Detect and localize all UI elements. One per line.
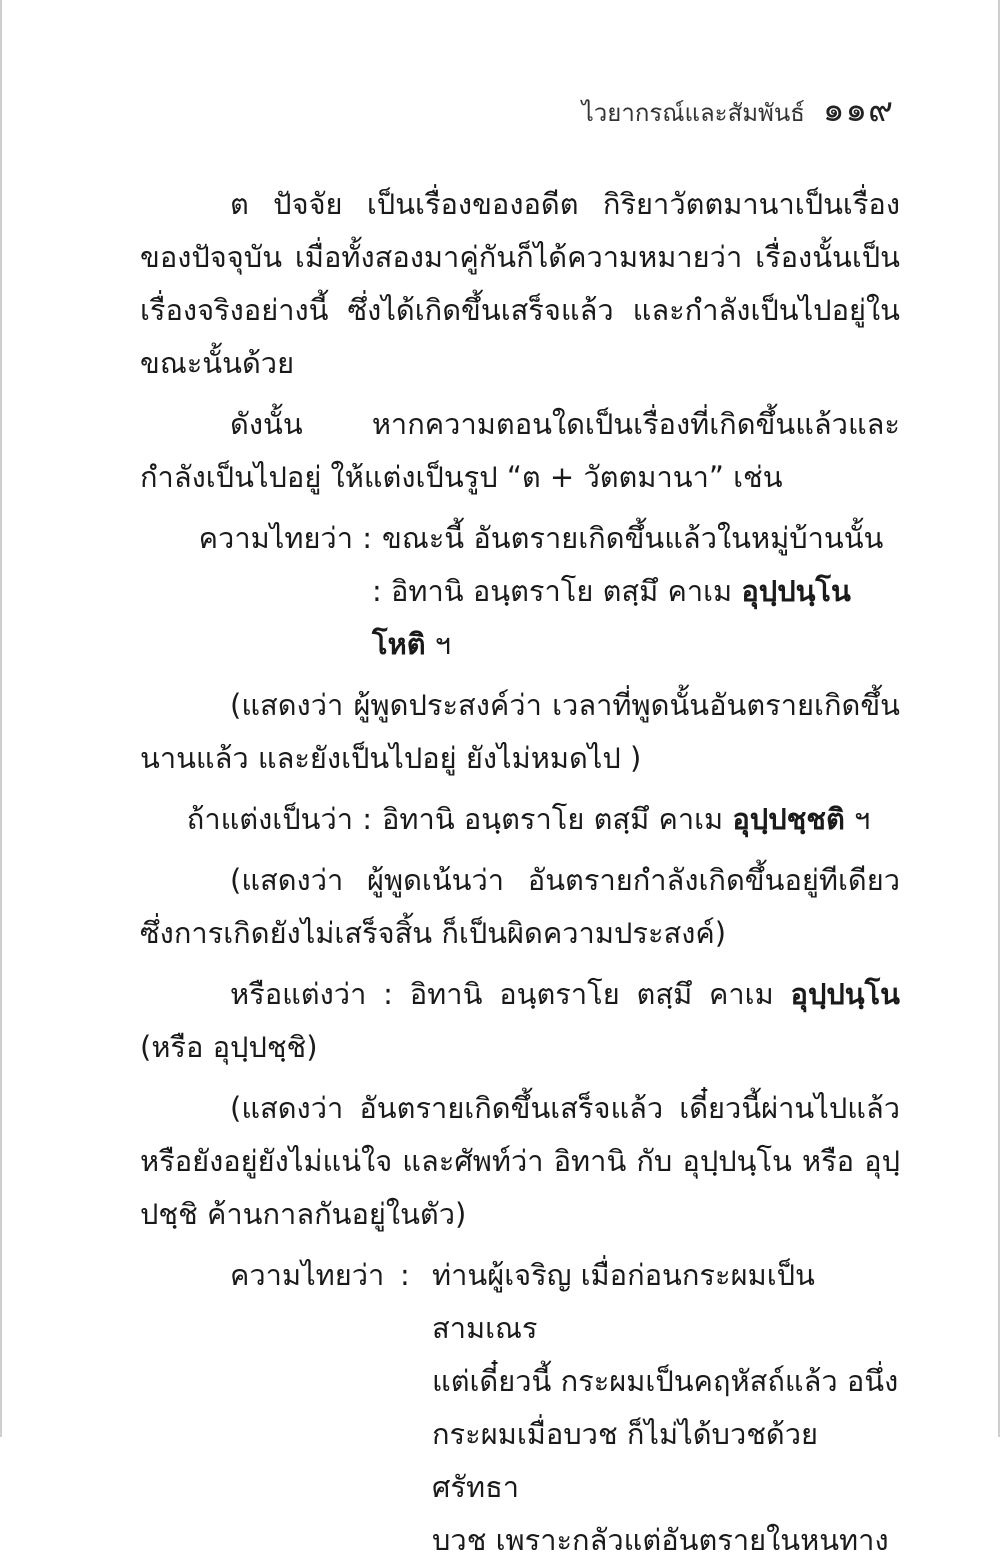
- running-header: [582, 82, 894, 136]
- example-2-label: ถ้าแต่งเป็นว่า :: [186, 802, 372, 836]
- example-4-line: กระผมเมื่อบวช ก็ไม่ได้บวชด้วยศรัทธา: [432, 1417, 819, 1504]
- example-3: [140, 968, 900, 1074]
- example-1-thai-text: ขณะนี้ อันตรายเกิดขึ้นแล้วในหมู่บ้านนั้น: [382, 521, 884, 555]
- note-2: (แสดงว่า ผู้พูดเน้นว่า อันตรายกำลังเกิดขึ้นอยู่ทีเดียว ซึ่งการเกิดยังไม่เสร็จสิ้น ก็เป็นผิดความประสงค์): [140, 863, 900, 950]
- example-4-label: ความไทยว่า: [230, 1258, 385, 1292]
- example-2-pali-suffix: ฯ: [854, 802, 871, 836]
- example-1-pali-bold: อุปฺปนฺโน โหติ: [372, 574, 851, 661]
- example-1-label: ความไทยว่า :: [198, 521, 372, 555]
- example-4-line: ท่านผู้เจริญ เมื่อก่อนกระผมเป็นสามเณร: [432, 1258, 815, 1345]
- example-1-pali-suffix: ฯ: [434, 627, 452, 661]
- example-4: [140, 1249, 900, 1567]
- example-2-pali-prefix: อิทานิ อนฺตราโย ตสฺมึ คาเม: [382, 802, 724, 836]
- example-3-label: หรือแต่งว่า :: [230, 977, 393, 1011]
- example-1-thai: [140, 512, 900, 565]
- example-3-pali-prefix: อิทานิ อนฺตราโย ตสฺมึ คาเม: [409, 977, 774, 1011]
- example-1-pali-prefix: : อิทานิ อนฺตราโย ตสฺมึ คาเม: [372, 574, 733, 608]
- example-1-pali: [140, 565, 900, 671]
- page-body: [140, 178, 900, 1567]
- example-3-pali-suffix: (หรือ อุปฺปชฺชิ): [140, 1030, 318, 1064]
- note-3: (แสดงว่า อันตรายเกิดขึ้นเสร็จแล้ว เดี๋ยวนี้ผ่านไปแล้ว หรือยังอยู่ยังไม่แน่ใจ และศัพท์ว่า อิทานิ กับ อุปฺปนฺโน หรือ อุปฺปชฺชิ ค้านกาลกันอยู่ในตัว): [140, 1091, 900, 1231]
- page-number: ๑๑๙: [822, 90, 894, 130]
- paragraph-2: ดังนั้น หากความตอนใดเป็นเรื่องที่เกิดขึ้นแล้วและกำลังเป็นไปอยู่ ให้แต่งเป็นรูป “ต + วัตตมานา” เช่น: [140, 407, 900, 494]
- header-title: ไวยากรณ์และสัมพันธ์: [581, 99, 805, 127]
- example-4-line: แต่เดี๋ยวนี้ กระผมเป็นคฤหัสถ์แล้ว อนึ่ง: [432, 1364, 899, 1398]
- example-2-pali-bold: อุปฺปชฺชติ: [732, 802, 845, 836]
- note-1: (แสดงว่า ผู้พูดประสงค์ว่า เวลาที่พูดนั้นอันตรายเกิดขึ้นนานแล้ว และยังเป็นไปอยู่ ยังไม่หมดไป ): [140, 688, 900, 775]
- example-4-lines: [432, 1249, 900, 1567]
- example-4-line: บวช เพราะกลัวแต่อันตรายในหนทาง: [432, 1523, 889, 1557]
- paragraph-1: ต ปัจจัย เป็นเรื่องของอดีต กิริยาวัตตมานาเป็นเรื่องของปัจจุบัน เมื่อทั้งสองมาคู่กันก็ได้ความหมายว่า เรื่องนั้นเป็นเรื่องจริงอย่างนี้ ซึ่งได้เกิดขึ้นเสร็จแล้ว และกำลังเป็นไปอยู่ในขณะนั้นด้วย: [140, 187, 900, 380]
- example-2: [140, 793, 900, 846]
- example-3-pali-bold: อุปฺปนฺโน: [790, 977, 900, 1011]
- example-4-colon: :: [400, 1258, 410, 1292]
